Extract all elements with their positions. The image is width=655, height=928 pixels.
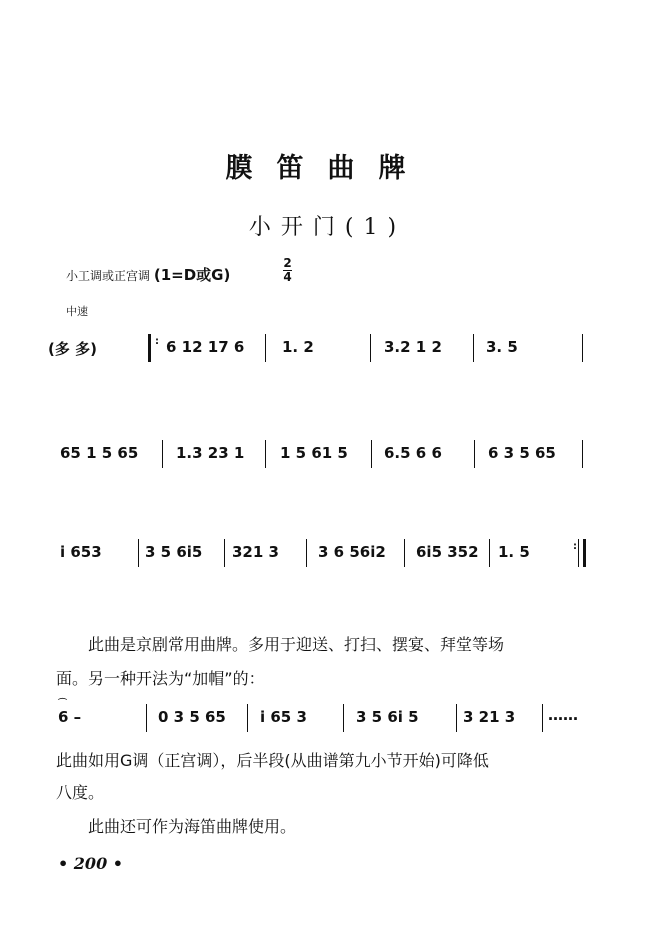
time-signature-top: 2 — [283, 256, 292, 270]
measure: i 653 — [60, 543, 102, 561]
tempo-marking: 中速 — [66, 305, 88, 318]
measure: 6i5 352 — [416, 543, 479, 561]
measure: 6 12 17 6 — [166, 338, 245, 356]
ellipsis: …… — [548, 706, 578, 724]
time-signature-bottom: 4 — [283, 270, 292, 284]
paragraph: 八度。 — [56, 783, 105, 802]
measure: 321 3 — [232, 543, 279, 561]
score-line-1: (多 多) : 6 12 17 6 1. 2 3.2 1 2 3. 5 — [0, 338, 655, 368]
page-title: 膜笛曲牌 — [225, 153, 430, 184]
score-line-2 — [0, 444, 655, 474]
measure: 3 5 6i5 — [145, 543, 203, 561]
paragraph: 此曲是京剧常用曲牌。多用于迎送、打扫、摆宴、拜堂等场 — [88, 635, 505, 654]
measure: 6.5 6 6 — [384, 444, 442, 462]
key-label: 小工调或正宫调 — [66, 269, 151, 283]
measure: 3. 5 — [486, 338, 518, 356]
score-line-3: i 653 3 5 6i5 321 3 3 6 56i2 6i5 352 1. 5 : — [0, 543, 655, 573]
measure: 3 21 3 — [463, 708, 516, 726]
example-line: ⌒ 6 – 0 3 5 65 i 65 3 3 5 6i 5 3 21 3 …… — [0, 708, 655, 738]
measure: 6 3 5 65 — [488, 444, 556, 462]
measure: 3 5 6i 5 — [356, 708, 419, 726]
measure: 0 3 5 65 — [158, 708, 226, 726]
measure: 3.2 1 2 — [384, 338, 442, 356]
measure: 6 – — [58, 708, 82, 726]
measure: 1. 5 — [498, 543, 530, 561]
page-number: • 200 • — [58, 854, 123, 873]
measure: 65 1 5 65 — [60, 444, 139, 462]
paragraph: 面。另一种开法为“加帽”的： — [56, 669, 265, 688]
measure: i 65 3 — [260, 708, 307, 726]
key-value: (1=D或G) — [153, 266, 231, 284]
paragraph: 此曲如用G调（正宫调），后半段(从曲谱第九小节开始)可降低 — [56, 751, 489, 770]
key-signature — [66, 264, 230, 285]
measure: 1.3 23 1 — [176, 444, 245, 462]
intro-percussion: (多 多) — [48, 340, 97, 358]
measure: 1. 2 — [282, 338, 314, 356]
piece-title: 小开门(1) — [248, 215, 407, 240]
measure: 3 6 56i2 — [318, 543, 386, 561]
time-signature — [283, 258, 292, 283]
measure: 1 5 61 5 — [280, 444, 348, 462]
paragraph: 此曲还可作为海笛曲牌使用。 — [88, 817, 297, 836]
